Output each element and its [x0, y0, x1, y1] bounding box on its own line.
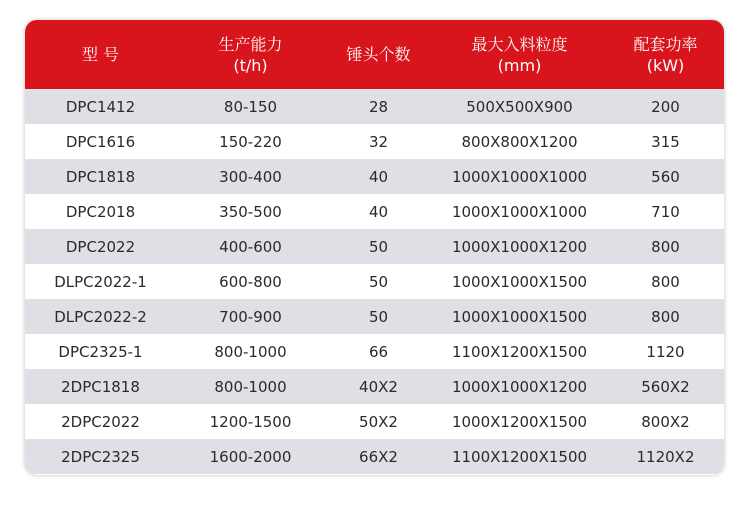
- cell-hammer-count: 40: [368, 202, 389, 221]
- cell-power: 1120X2: [636, 447, 695, 466]
- header-hammer-count: [325, 20, 432, 89]
- cell-hammer-count: 50: [368, 237, 389, 256]
- cell-model: DPC1412: [65, 97, 136, 116]
- header-unit: (t/h): [233, 55, 268, 75]
- cell-capacity: 600-800: [219, 272, 282, 291]
- cell-capacity: 800-1000: [214, 377, 287, 396]
- header-power: [607, 20, 724, 89]
- cell-capacity: 150-220: [219, 132, 282, 151]
- cell-max-feed-size: 1100X1200X1500: [451, 342, 588, 361]
- header-model: [25, 20, 176, 89]
- header-label: 配套功率: [633, 34, 698, 54]
- header-label: 型 号: [81, 45, 120, 64]
- cell-hammer-count: 66: [368, 342, 389, 361]
- cell-max-feed-size: 1000X1000X1500: [451, 307, 588, 326]
- cell-max-feed-size: 500X500X900: [466, 97, 573, 116]
- header-label: 最大入料粒度: [471, 34, 568, 54]
- cell-power: 800X2: [641, 412, 690, 431]
- table-row: [25, 404, 724, 439]
- cell-max-feed-size: 1000X1000X1500: [451, 272, 588, 291]
- cell-hammer-count: 50: [368, 307, 389, 326]
- cell-model: DLPC2022-1: [54, 272, 147, 291]
- table-row: [25, 124, 724, 159]
- cell-capacity: 800-1000: [214, 342, 287, 361]
- cell-power: 200: [651, 97, 680, 116]
- header-label: 锤头个数: [346, 45, 411, 64]
- table-row: [25, 299, 724, 334]
- cell-hammer-count: 32: [368, 132, 389, 151]
- cell-hammer-count: 40: [368, 167, 389, 186]
- header-capacity: [176, 20, 325, 89]
- header-label: 生产能力: [218, 34, 283, 54]
- cell-hammer-count: 50: [368, 272, 389, 291]
- cell-power: 800: [651, 272, 680, 291]
- cell-hammer-count: 66X2: [359, 447, 398, 466]
- cell-model: 2DPC2325: [61, 447, 140, 466]
- cell-model: DPC1818: [65, 167, 136, 186]
- cell-max-feed-size: 1000X1000X1000: [451, 167, 588, 186]
- cell-power: 315: [651, 132, 680, 151]
- cell-power: 800: [651, 237, 680, 256]
- cell-hammer-count: 40X2: [359, 377, 398, 396]
- cell-model: DPC1616: [65, 132, 136, 151]
- cell-model: DPC2018: [65, 202, 136, 221]
- cell-hammer-count: 50X2: [359, 412, 398, 431]
- cell-capacity: 1600-2000: [209, 447, 292, 466]
- table-header: [25, 20, 724, 89]
- cell-max-feed-size: 1000X1000X1000: [451, 202, 588, 221]
- cell-power: 800: [651, 307, 680, 326]
- cell-model: 2DPC1818: [61, 377, 140, 396]
- table-row: [25, 334, 724, 369]
- cell-capacity: 700-900: [219, 307, 282, 326]
- cell-power: 1120: [646, 342, 685, 361]
- cell-model: DPC2325-1: [58, 342, 143, 361]
- cell-max-feed-size: 800X800X1200: [461, 132, 578, 151]
- cell-model: DPC2022: [65, 237, 136, 256]
- cell-capacity: 80-150: [223, 97, 278, 116]
- cell-model: 2DPC2022: [61, 412, 140, 431]
- spec-table: [25, 20, 724, 475]
- cell-model: DLPC2022-2: [54, 307, 147, 326]
- table-row: [25, 194, 724, 229]
- header-unit: (kW): [646, 55, 685, 75]
- cell-hammer-count: 28: [368, 97, 389, 116]
- table-row: [25, 159, 724, 194]
- table-row: [25, 264, 724, 299]
- cell-capacity: 400-600: [219, 237, 282, 256]
- table-row: [25, 229, 724, 264]
- cell-capacity: 1200-1500: [209, 412, 292, 431]
- table-body: [25, 89, 724, 474]
- table-row: [25, 369, 724, 404]
- header-max-feed-size: [432, 20, 607, 89]
- cell-capacity: 300-400: [219, 167, 282, 186]
- table-row: [25, 439, 724, 474]
- cell-max-feed-size: 1000X1000X1200: [451, 377, 588, 396]
- cell-max-feed-size: 1000X1200X1500: [451, 412, 588, 431]
- cell-power: 710: [651, 202, 680, 221]
- cell-power: 560: [651, 167, 680, 186]
- cell-max-feed-size: 1000X1000X1200: [451, 237, 588, 256]
- cell-capacity: 350-500: [219, 202, 282, 221]
- cell-power: 560X2: [641, 377, 690, 396]
- cell-max-feed-size: 1100X1200X1500: [451, 447, 588, 466]
- table-row: [25, 89, 724, 124]
- header-unit: (mm): [497, 55, 542, 75]
